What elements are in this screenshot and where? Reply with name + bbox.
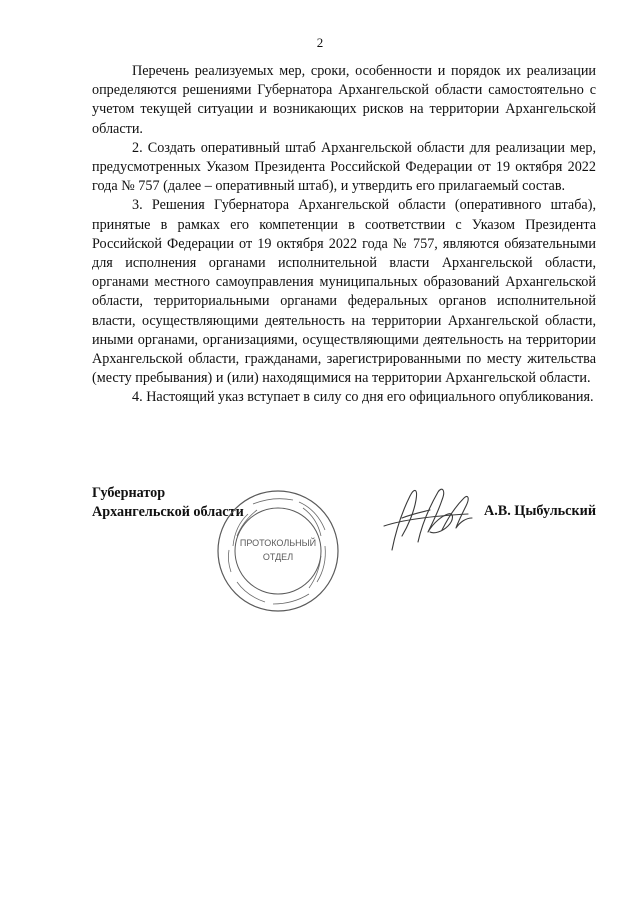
document-body (92, 62, 596, 408)
signer-title-line-2: Архангельской области (92, 504, 244, 520)
paragraph-2: 2. Создать оперативный штаб Архангельской области для реализации мер, предусмотренных Указом Президента Российской Федерации от 19 октября 2022 года № 757 (далее – оперативный штаб), и утвердить его прилагаемый состав. (92, 139, 596, 195)
official-stamp (213, 486, 343, 616)
paragraph-1: Перечень реализуемых мер, сроки, особенности и порядок их реализации определяются решениями Губернатора Архангельской области самостоятельно с учетом текущей ситуации и возникающих рисков на территории Архангельской области. (92, 63, 596, 137)
paragraph-4: 4. Настоящий указ вступает в силу со дня его официального опубликования. (132, 389, 594, 406)
page-number: 2 (316, 35, 324, 50)
stamp-text-line-2: ОТДЕЛ (262, 552, 294, 562)
signer-name: А.В. Цыбульский (483, 503, 596, 519)
stamp-text-line-1: ПРОТОКОЛЬНЫЙ (239, 538, 317, 548)
handwritten-signature (372, 470, 482, 560)
paragraph-3: 3. Решения Губернатора Архангельской области (оперативного штаба), принятые в рамках его компетенции в соответствии с Указом Президента Российской Федерации от 19 октября 2022 года № 757, являются обязательными для исполнения органами исполнительной власти Архангельской области, органами местного самоуправления муниципальных образований Архангельской области, территориальными органами федеральных органов исполнительной власти, осуществляющими деятельность на территории Архангельской области, иными органами, организациями, осуществляющими деятельность на территории Архангельской области, гражданами, зарегистрированными по месту жительства (месту пребывания) и (или) находящимися на территории Архангельской области. (92, 197, 596, 387)
signer-title-line-1: Губернатор (92, 485, 166, 501)
